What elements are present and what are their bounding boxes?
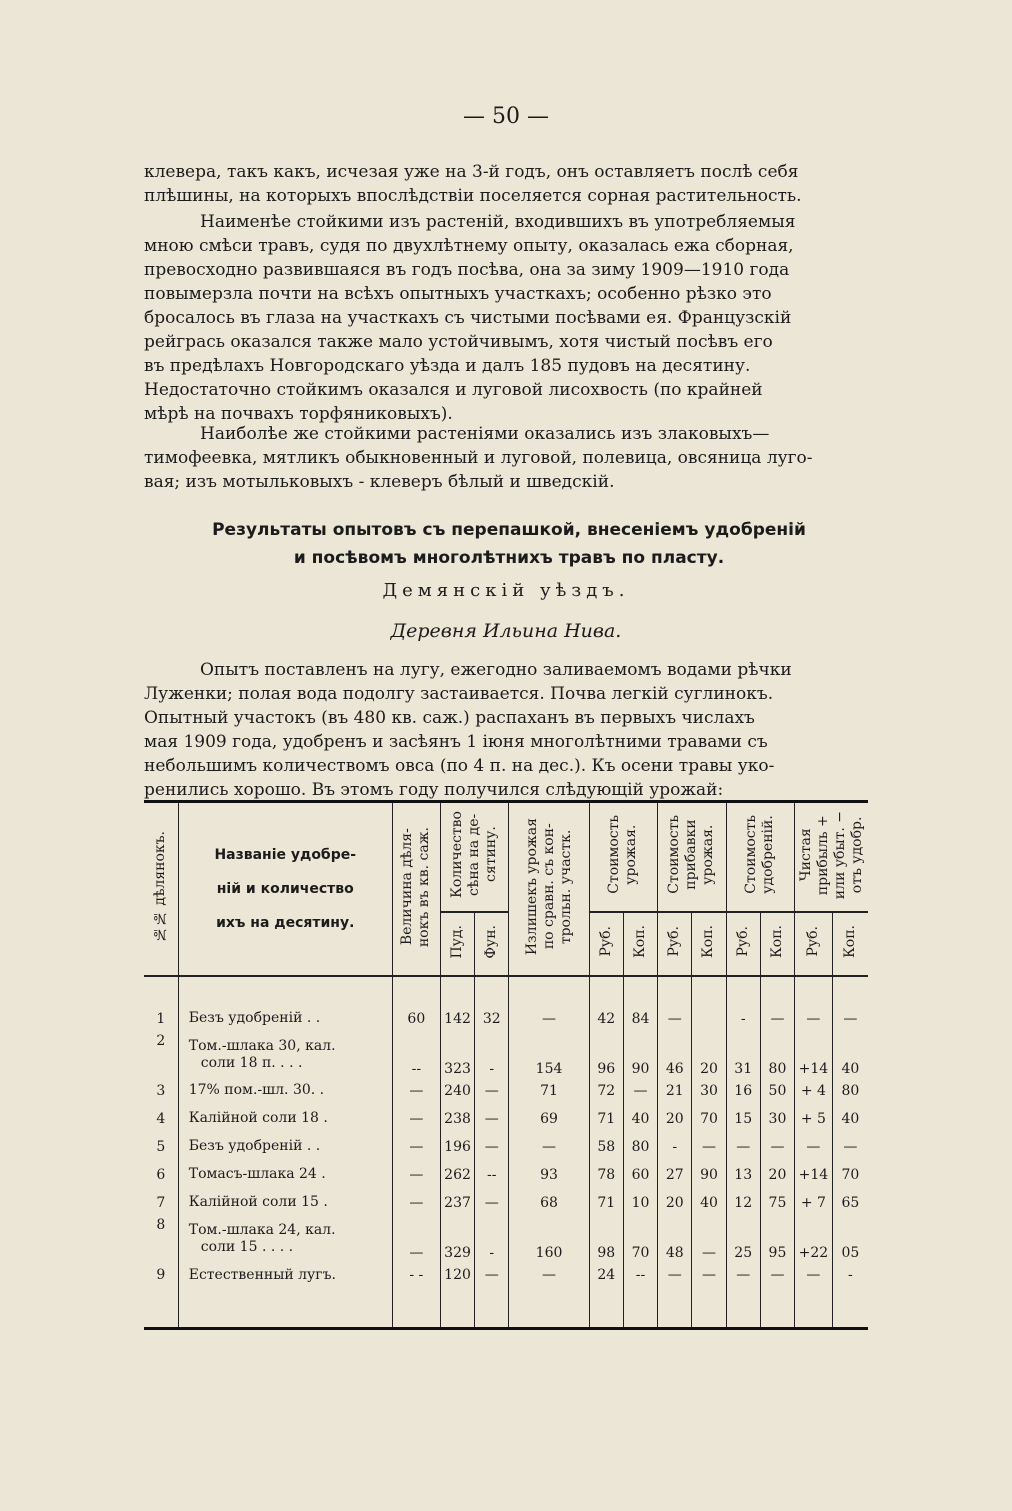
text-line: небольшимъ количествомъ овса (по 4 п. на дес.). Къ осени травы уко- — [144, 756, 775, 776]
table-row: 3 17% пом.-шл. 30. . — 240 — 71 72 — 21 30 16 50 + 4 80 — [144, 1077, 868, 1105]
text-line: мною смѣси травъ, судя по двухлѣтнему опыту, оказалась ежа сборная, — [144, 236, 794, 256]
text-line: ренились хорошо. Въ этомъ году получился слѣдующій урожай: — [144, 780, 724, 800]
table-row: 1 Безъ удобреній . . 60 142 32 — 42 84 — - — — — — [144, 1005, 868, 1033]
col-header-fertilizer: Названіе удобре- ній и количество ихъ на десятину. — [178, 802, 392, 976]
text-line: Недостаточно стойкимъ оказался и луговой лисохвость (по крайней — [144, 380, 763, 400]
text-line: въ предѣлахъ Новгородскаго уѣзда и далъ 185 пудовъ на десятину. — [144, 356, 751, 376]
results-table — [144, 800, 868, 1330]
text-line: бросалось въ глаза на участкахъ съ чистыми посѣвами ея. Французскій — [144, 308, 792, 328]
subheader-funt: Фун. — [475, 912, 509, 976]
paragraph-2 — [144, 210, 874, 426]
text-line: повымерзла почти на всѣхъ опытныхъ участкахъ; особенно рѣзко это — [144, 284, 772, 304]
subheader-kop: Коп. — [760, 912, 794, 976]
text-line: Опытный участокъ (въ 480 кв. саж.) распаханъ въ первыхъ числахъ — [144, 708, 755, 728]
col-header-gain-cost: Стоимость прибавки урожая. — [658, 802, 726, 912]
table-row: 5 Безъ удобреній . . — 196 — — 58 80 - — — — — — — [144, 1133, 868, 1161]
table-row: 8 Том.-шлака 24, кал. соли 15 . . . . — 329 - 160 98 70 48 — 25 95 +22 05 — [144, 1217, 868, 1261]
text-line: Наименѣе стойкими изъ растеній, входившихъ въ употребляемыя — [200, 212, 796, 232]
text-line: плѣшины, на которыхъ впослѣдствіи поселяется сорная растительность. — [144, 186, 802, 206]
text-line: вая; изъ мотыльковыхъ - клеверъ бѣлый и шведскій. — [144, 472, 615, 492]
page-number: — 50 — — [463, 104, 549, 129]
subheader-rub: Руб. — [589, 912, 623, 976]
col-header-harvest-cost: Стоимость урожая. — [589, 802, 657, 912]
table-row: 6 Томасъ-шлака 24 . — 262 -- 93 78 60 27 90 13 20 +14 70 — [144, 1161, 868, 1189]
district-title: Демянскій уѣздъ. — [382, 580, 630, 601]
paragraph-4 — [144, 658, 874, 802]
subheader-kop: Коп. — [832, 912, 868, 976]
text-line: превосходно развившаяся въ годъ посѣва, она за зиму 1909—1910 года — [144, 260, 790, 280]
heading-line: Результаты опытовъ съ перепашкой, внесеніемъ удобреній — [212, 520, 806, 540]
text-line: тимофеевка, мятликъ обыкновенный и луговой, полевица, овсяница луго- — [144, 448, 813, 468]
table-row: 2 Том.-шлака 30, кал. соли 18 п. . . . -- 323 - 154 96 90 46 20 31 80 +14 40 — [144, 1033, 868, 1077]
paragraph-3 — [144, 422, 874, 494]
subheader-rub: Руб. — [658, 912, 692, 976]
col-header-fertilizer-cost: Стоимость удобреній. — [726, 802, 794, 912]
col-header-net-profit: Чистая прибыль + или убыт. − отъ удобр. — [795, 802, 868, 912]
col-header-plot-size: Величина дѣля- нокъ въ кв. саж. — [392, 802, 440, 976]
subheader-kop: Коп. — [623, 912, 657, 976]
text-line: Луженки; полая вода подолгу застаивается. Почва легкій суглинокъ. — [144, 684, 774, 704]
table-header — [144, 802, 868, 976]
table-row: 9 Естественный лугъ. - - 120 — — 24 -- — — — — — - — [144, 1261, 868, 1329]
subheader-rub: Руб. — [795, 912, 833, 976]
text-line: Опытъ поставленъ на лугу, ежегодно заливаемомъ водами рѣчки — [200, 660, 792, 680]
subheader-rub: Руб. — [726, 912, 760, 976]
village-title: Деревня Ильина Нива. — [390, 620, 622, 642]
text-line: Наиболѣе же стойкими растеніями оказались изъ злаковыхъ— — [200, 424, 770, 444]
table-row: 7 Калійной соли 15 . — 237 — 68 71 10 20 40 12 75 + 7 65 — [144, 1189, 868, 1217]
col-header-excess: Излишекъ урожая по сравн. съ кон- трольн. участк. — [509, 802, 589, 976]
col-header-hay-amount: Количество сѣна на де- сятину. — [440, 802, 508, 912]
heading-line: и посѣвомъ многолѣтнихъ травъ по пласту. — [293, 548, 725, 568]
paragraph-1 — [144, 160, 874, 208]
col-header-number: №№ дѣлянокъ. — [144, 802, 178, 976]
text-line: клевера, такъ какъ, исчезая уже на 3-й годъ, онъ оставляетъ послѣ себя — [144, 162, 799, 182]
text-line: мѣрѣ на почвахъ торфяниковыхъ). — [144, 404, 453, 424]
text-line: рейгрась оказался также мало устойчивымъ, хотя чистый посѣвъ его — [144, 332, 773, 352]
subheader-pud: Пуд. — [440, 912, 474, 976]
subheader-kop: Коп. — [692, 912, 726, 976]
table-body — [144, 976, 868, 1329]
text-line: мая 1909 года, удобренъ и засѣянъ 1 іюня многолѣтними травами съ — [144, 732, 768, 752]
section-heading — [144, 516, 874, 572]
table-row: 4 Калійной соли 18 . — 238 — 69 71 40 20 70 15 30 + 5 40 — [144, 1105, 868, 1133]
